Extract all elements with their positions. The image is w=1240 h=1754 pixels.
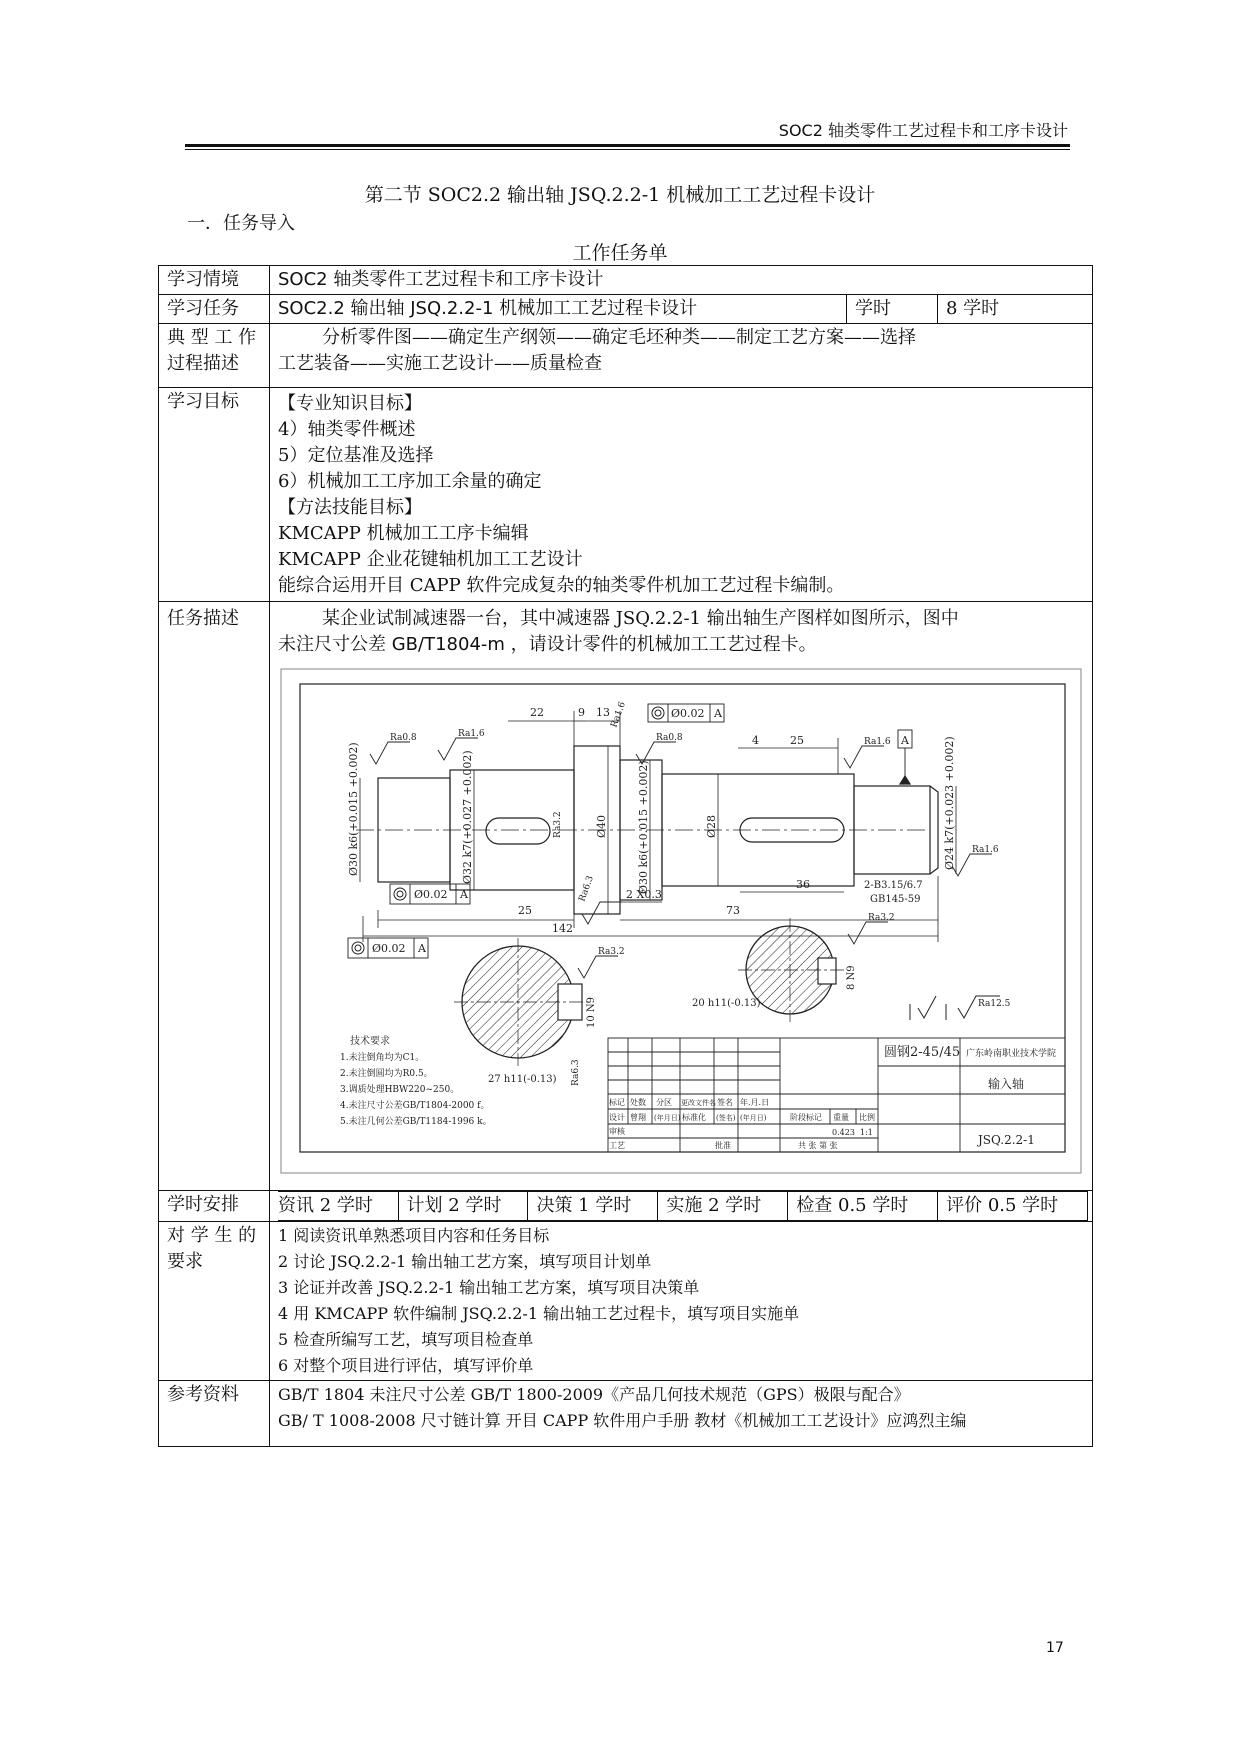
- process-line-2: 工艺装备——实施工艺设计——质量检查: [278, 353, 602, 374]
- dim-27h11: 27 h11(-0.13): [488, 1074, 557, 1085]
- tb-weight-label: 重量: [833, 1113, 849, 1122]
- objectives-value: [270, 388, 1093, 602]
- references-value: [270, 1381, 1093, 1447]
- schedule-value: [270, 1191, 1093, 1222]
- keyway-left: [486, 818, 550, 844]
- process-label-1: 典 型 工 作: [167, 327, 257, 348]
- objective-item: 能综合运用开目 CAPP 软件完成复杂的轴类零件机加工艺过程卡编制。: [278, 575, 845, 596]
- tech-req-item: 5.未注几何公差GB/T1184-1996 k。: [340, 1117, 492, 1127]
- section-title-text: 第二节 SOC2.2 输出轴 JSQ.2.2-1 机械加工工艺过程卡设计: [364, 184, 876, 206]
- schedule-inner-table: [278, 1191, 1088, 1221]
- requirement-item: 6 对整个项目进行评估，填写评价单: [278, 1356, 534, 1375]
- dim-20h11: 20 h11(-0.13): [692, 998, 761, 1009]
- geo-tol-2-value: Ø0.02: [414, 888, 448, 901]
- schedule-item: 计划 2 学时: [398, 1192, 528, 1221]
- center-hole-std: GB145-59: [870, 894, 921, 905]
- section-view-left: [454, 938, 625, 1086]
- subsection-title: 一．任务导入: [187, 213, 295, 234]
- tb-stage-label: 阶段标记: [790, 1113, 822, 1122]
- dim-142: 142: [552, 922, 573, 935]
- dim-73: 73: [726, 904, 740, 917]
- schedule-item: 评价 0.5 学时: [938, 1192, 1088, 1221]
- objective-item: 【专业知识目标】: [278, 393, 422, 414]
- row-process: [159, 324, 1093, 388]
- dim-10n9: 10 N9: [586, 996, 597, 1028]
- datum-a-symbol: [898, 730, 912, 784]
- ra-3.2-a: Ra3.2: [553, 811, 563, 838]
- row-schedule: [159, 1191, 1093, 1222]
- header-rule-thick: [185, 144, 1070, 147]
- requirement-item: 5 检查所编写工艺，填写项目检查单: [278, 1330, 534, 1349]
- geo-tol-frame-2: [390, 884, 470, 904]
- row-task: [159, 295, 1093, 324]
- tb-r2-c3: (年月日): [654, 1114, 681, 1122]
- drawing-outer-frame: [281, 669, 1081, 1173]
- shaft-chamfer-end: [930, 786, 938, 874]
- dim-d30-right: Ø30 k6(+0.015 +0.002): [637, 760, 650, 894]
- objectives-label: 学习目标: [159, 388, 270, 602]
- situation-label: 学习情境: [159, 266, 270, 295]
- tb-drawing-no: JSQ.2.2-1: [978, 1133, 1035, 1147]
- geo-tol-2-ref: A: [460, 888, 468, 901]
- ra-1.6-b: Ra1.6: [609, 700, 628, 730]
- description-standard: GB/T1804-m: [391, 634, 511, 655]
- tb-process: 工艺: [609, 1141, 625, 1150]
- reference-line-2: GB/ T 1008-2008 尺寸链计算 开目 CAPP 软件用户手册 教材《机械加工工艺设计》应鸿烈主编: [278, 1411, 967, 1430]
- tb-sheets: 共 张 第 张: [798, 1141, 838, 1150]
- requirements-label-1: 对 学 生 的: [167, 1225, 257, 1246]
- tb-r2-c6: (年月日): [740, 1114, 767, 1122]
- dim-9: 9: [578, 706, 585, 719]
- dim-22: 22: [530, 706, 544, 719]
- tb-part-name: 输入轴: [988, 1077, 1025, 1091]
- tech-req-item: 1.未注倒角均为C1。: [340, 1053, 425, 1063]
- dim-25: 25: [518, 904, 532, 917]
- objective-item: KMCAPP 企业花键轴机加工工艺设计: [278, 549, 583, 570]
- schedule-item: 实施 2 学时: [658, 1192, 788, 1221]
- tb-r1-c3: 分区: [656, 1098, 672, 1107]
- header-rule-thin: [185, 149, 1070, 150]
- dim-36: 36: [796, 878, 810, 891]
- page-number: 17: [1046, 1640, 1064, 1656]
- tb-r1-c1: 标记: [609, 1098, 625, 1107]
- tech-requirements: [340, 1034, 492, 1127]
- general-roughness-note: [910, 996, 1011, 1020]
- dim-groove: 2 X0.3: [626, 888, 662, 901]
- tb-r2-c1: 设计: [609, 1113, 625, 1122]
- schedule-label: 学时安排: [159, 1191, 270, 1222]
- objective-item: 4）轴类零件概述: [278, 419, 416, 440]
- geo-tol-frame-1: [648, 704, 724, 722]
- task-label: 学习任务: [159, 295, 270, 324]
- row-situation: [159, 266, 1093, 295]
- dim-8n9: 8 N9: [846, 965, 857, 990]
- running-header: SOC2 轴类零件工艺过程卡和工序卡设计: [778, 121, 1068, 140]
- tb-ratio-label: 比例: [859, 1113, 875, 1122]
- dim-d30-left: Ø30 k6(+0.015 +0.002): [347, 742, 360, 876]
- section-title: [0, 180, 1240, 207]
- process-label-2: 过程描述: [167, 353, 239, 374]
- tech-req-item: 2.未注倒圆均为R0.5。: [340, 1069, 433, 1079]
- description-line-1: 某企业试制减速器一台，其中减速器 JSQ.2.2-1 输出轴生产图样如图所示，图中: [322, 608, 959, 629]
- description-line-2: [278, 632, 1084, 658]
- ra-6.3-b: Ra6.3: [571, 1059, 581, 1086]
- tb-r1-c6: 年.月.日: [740, 1098, 770, 1107]
- tb-weight-value: 0.423: [832, 1128, 855, 1137]
- geo-tol-3-value: Ø0.02: [372, 942, 406, 955]
- requirements-label-2: 要求: [167, 1251, 203, 1272]
- situation-value: SOC2 轴类零件工艺过程卡和工序卡设计: [270, 266, 1093, 295]
- tech-req-item: 4.未注尺寸公差GB/T1804-2000 f。: [340, 1101, 490, 1111]
- tb-r1-c2: 处数: [630, 1098, 646, 1107]
- datum-a-label: A: [901, 734, 909, 747]
- tb-r1-c4: 更改文件名: [681, 1099, 716, 1107]
- dim-d24: Ø24 k7(+0.023 +0.002): [943, 736, 956, 870]
- process-line-1: 分析零件图——确定生产纲领——确定毛坯种类——制定工艺方案——选择: [322, 327, 916, 348]
- row-references: [159, 1381, 1093, 1447]
- table-caption: 工作任务单: [572, 242, 668, 264]
- row-description: [159, 602, 1093, 1191]
- row-objectives: [159, 388, 1093, 602]
- requirement-item: 3 论证并改善 JSQ.2.2-1 输出轴工艺方案，填写项目决策单: [278, 1278, 700, 1297]
- requirements-label: [159, 1222, 270, 1381]
- objective-item: 5）定位基准及选择: [278, 445, 434, 466]
- dim-4: 4: [752, 734, 759, 747]
- task-sheet-table: [158, 265, 1093, 1447]
- shaft-drawing-svg: [278, 666, 1084, 1176]
- schedule-item: 决策 1 学时: [528, 1192, 658, 1221]
- ra-1.6-d: Ra1.6: [972, 845, 999, 855]
- tech-req-title: 技术要求: [350, 1036, 390, 1047]
- requirement-item: 1 阅读资讯单熟悉项目内容和任务目标: [278, 1226, 550, 1245]
- task-hours-label: 学时: [847, 295, 938, 324]
- tb-r1-c5: 签名: [717, 1098, 733, 1107]
- references-label: 参考资料: [159, 1381, 270, 1447]
- tb-r2-c2: 曾翔: [630, 1113, 646, 1122]
- tb-approve: 批准: [715, 1141, 731, 1150]
- center-hole-spec: 2-B3.15/6.7: [864, 880, 923, 891]
- requirement-item: 4 用 KMCAPP 软件编制 JSQ.2.2-1 输出轴工艺过程卡，填写项目实施单: [278, 1304, 800, 1323]
- tb-r2-c5: (签名): [716, 1114, 736, 1122]
- dim-d32: Ø32 k7(+0.027 +0.002): [461, 750, 474, 884]
- ra-3.2-c: Ra3.2: [868, 913, 895, 923]
- dim-25-top: 25: [790, 734, 804, 747]
- geo-tol-1-value: Ø0.02: [671, 707, 705, 720]
- tb-review: 审核: [609, 1127, 625, 1136]
- process-value: [270, 324, 1093, 388]
- reference-line-1: GB/T 1804 未注尺寸公差 GB/T 1800-2009《产品几何技术规范（GPS）极限与配合》: [278, 1385, 910, 1404]
- ra-6.3-a: Ra6.3: [577, 874, 596, 904]
- shaft-drawing: [278, 666, 1084, 1184]
- tech-req-item: 3.调质处理HBW220~250。: [340, 1085, 460, 1095]
- tb-school: 广东岭南职业技术学院: [966, 1049, 1057, 1059]
- roughness-texts: [390, 700, 999, 903]
- ra-1.6-a: Ra1.6: [458, 729, 485, 739]
- description-value: [270, 602, 1093, 1191]
- section-view-right: [692, 913, 895, 1022]
- task-hours-value: 8 学时: [938, 295, 1093, 324]
- ra-0.8-a: Ra0.8: [390, 733, 417, 743]
- ra-12.5: Ra12.5: [978, 999, 1011, 1009]
- dim-d28: Ø28: [705, 814, 718, 838]
- process-label: [159, 324, 270, 388]
- schedule-item: 资讯 2 学时: [278, 1192, 398, 1221]
- dim-13: 13: [596, 706, 610, 719]
- schedule-item: 检查 0.5 学时: [788, 1192, 938, 1221]
- objective-item: KMCAPP 机械加工工序卡编辑: [278, 523, 529, 544]
- task-value: SOC2.2 输出轴 JSQ.2.2-1 机械加工工艺过程卡设计: [270, 295, 847, 324]
- ra-3.2-b: Ra3.2: [598, 947, 625, 957]
- description-label: 任务描述: [159, 602, 270, 1191]
- requirement-item: 2 讨论 JSQ.2.2-1 输出轴工艺方案，填写项目计划单: [278, 1252, 652, 1271]
- requirements-value: [270, 1222, 1093, 1381]
- description-line-2a: 未注尺寸公差: [278, 634, 392, 655]
- tb-r2-c4: 标准化: [682, 1113, 706, 1122]
- geo-tol-frame-3: [348, 938, 428, 958]
- geo-tol-1-ref: A: [714, 707, 722, 720]
- geo-tol-3-ref: A: [418, 942, 426, 955]
- row-requirements: [159, 1222, 1093, 1381]
- tb-material: 圆钢2-45/45: [884, 1045, 961, 1060]
- title-block-texts: [609, 1045, 1056, 1150]
- center-hole-note: [864, 880, 923, 905]
- description-line-2c: ，请设计零件的机械加工工艺过程卡。: [510, 634, 817, 655]
- dim-d40: Ø40: [595, 814, 608, 838]
- tb-ratio-value: 1:1: [860, 1128, 873, 1137]
- objective-item: 【方法技能目标】: [278, 497, 422, 518]
- objective-item: 6）机械加工工序加工余量的确定: [278, 471, 542, 492]
- ra-0.8-b: Ra0.8: [656, 733, 683, 743]
- ra-1.6-c: Ra1.6: [864, 737, 891, 747]
